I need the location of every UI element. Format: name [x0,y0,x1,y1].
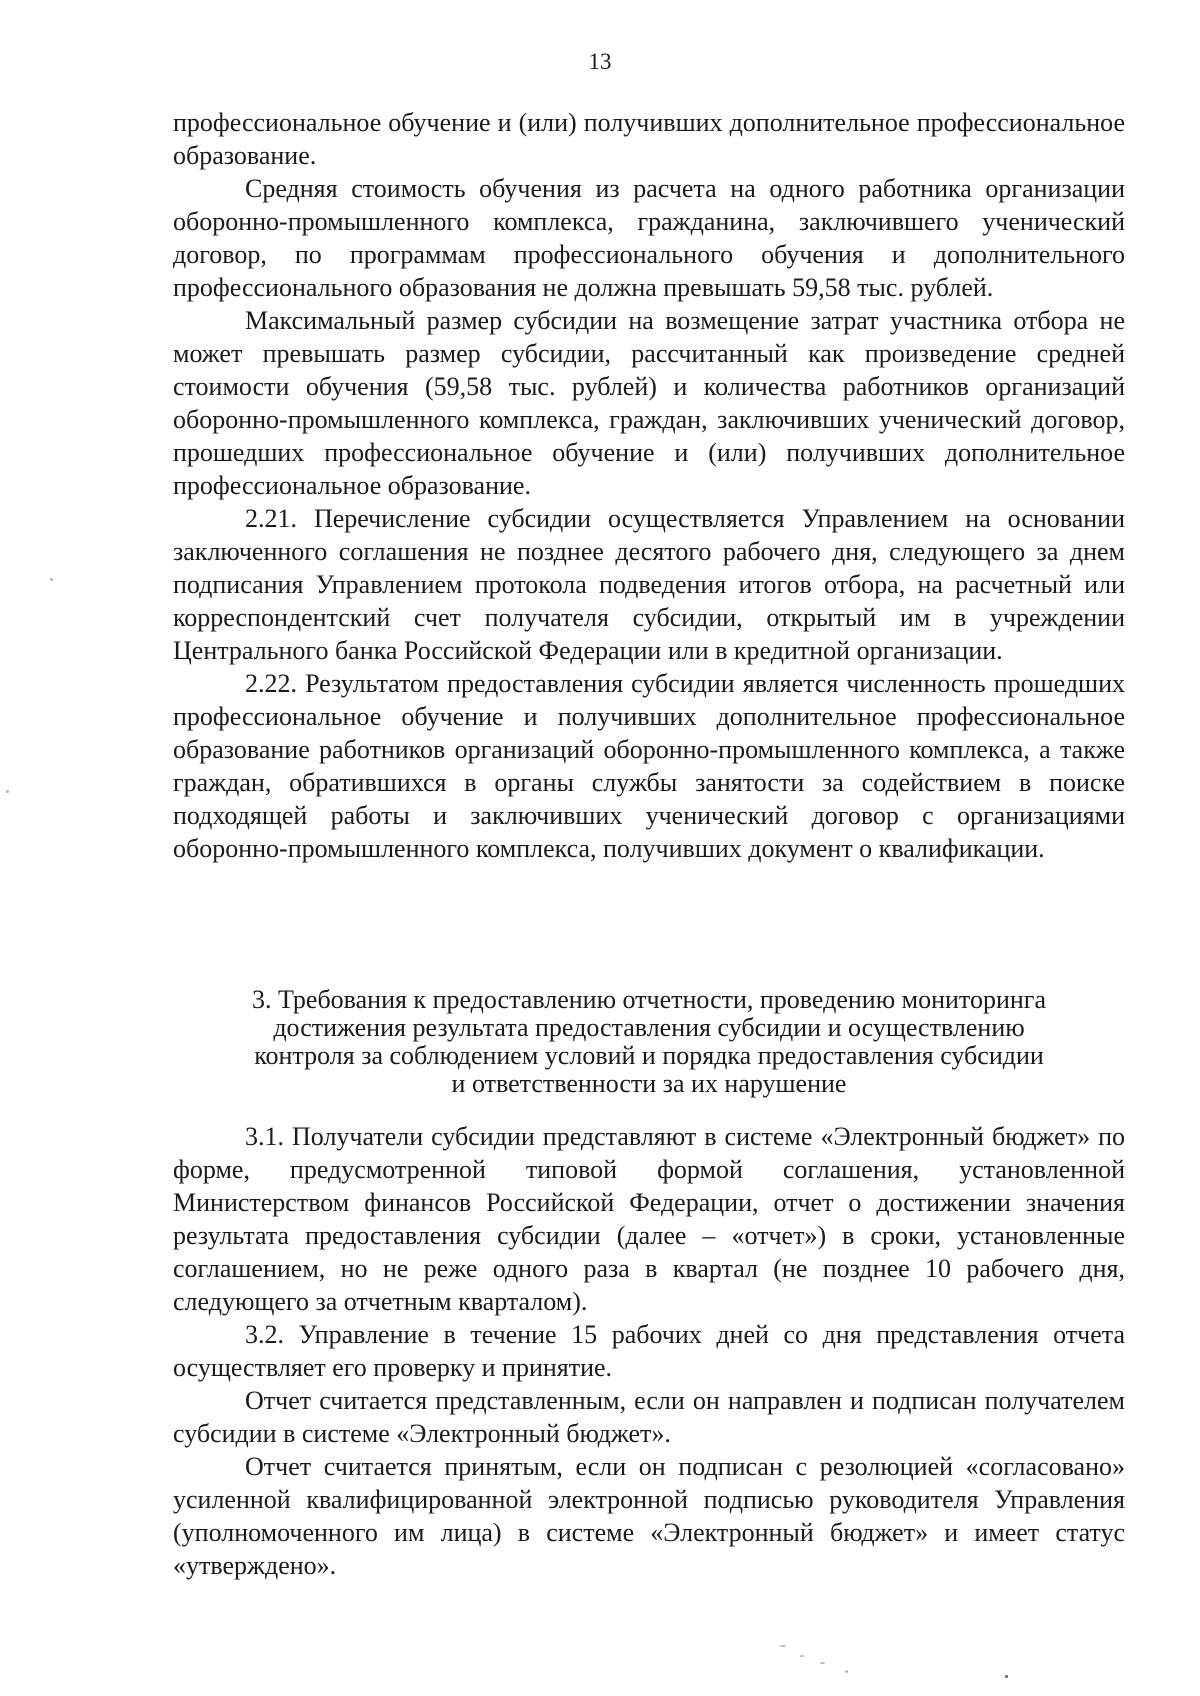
paragraph-max-subsidy: Максимальный размер субсидии на возмещение затрат участника отбора не может превышать размер субсидии, рассчитанный как произведение средней стоимости обучения (59,58 тыс. рублей) и количества работников организаций оборонно-промышленного комплекса, граждан, заключивших ученический договор, прошедших профессиональное обучение и (или) получивших дополнительное профессиональное образование. [173,306,1125,500]
scan-speck [6,790,9,793]
heading-line: 3. Требования к предоставлению отчетности, проведению мониторинга [252,985,1046,1014]
scan-speck [50,578,53,581]
section-3-heading [173,986,1125,1098]
heading-line: и ответственности за их нарушение [451,1069,847,1098]
scan-speck [800,1655,804,1657]
paragraph-average-cost: Средняя стоимость обучения из расчета на одного работника организации оборонно-промышленного комплекса, гражданина, заключившего ученический договор, по программам профессионального обучения и дополнительного профессионального образования не должна превышать 59,58 тыс. рублей. [173,174,1125,302]
paragraph-continuation: профессиональное обучение и (или) получивших дополнительное профессиональное образование. [173,108,1125,170]
text-block-before-section [173,106,1125,865]
heading-line: контроля за соблюдением условий и порядка предоставления субсидии [254,1041,1044,1070]
paragraph-2-21: 2.21. Перечисление субсидии осуществляется Управлением на основании заключенного соглашения не позднее десятого рабочего дня, следующего за днем подписания Управлением протокола подведения итогов отбора, на расчетный или корреспондентский счет получателя субсидии, открытый им в учреждении Центрального банка Российской Федерации или в кредитной организации. [173,504,1125,665]
page-number: 13 [588,49,612,74]
paragraph-3-1: 3.1. Получатели субсидии представляют в системе «Электронный бюджет» по форме, предусмотренной типовой формой соглашения, установленной Министерством финансов Российской Федерации, отчет о достижении значения результата предоставления субсидии (далее – «отчет») в сроки, установленные соглашением, но не реже одного раза в квартал (не позднее 10 рабочего дня, следующего за отчетным кварталом). [173,1122,1125,1316]
paragraph-3-2: 3.2. Управление в течение 15 рабочих дней со дня представления отчета осуществляет его проверку и принятие. [173,1320,1125,1382]
paragraph-report-submitted: Отчет считается представленным, если он направлен и подписан получателем субсидии в системе «Электронный бюджет». [173,1386,1125,1448]
paragraph-report-accepted: Отчет считается принятым, если он подписан с резолюцией «согласовано» усиленной квалифицированной электронной подписью руководителя Управления (уполномоченного им лица) в системе «Электронный бюджет» и имеет статус «утверждено». [173,1452,1125,1580]
heading-line: достижения результата предоставления субсидии и осуществлению [273,1013,1025,1042]
text-block-after-section [173,1120,1125,1582]
scan-speck [820,1662,825,1664]
paragraph-2-22: 2.22. Результатом предоставления субсидии является численность прошедших профессиональное обучение и получивших дополнительное профессиональное образование работников организаций оборонно-промышленного комплекса, а также граждан, обратившихся в органы службы занятости за содействием в поиске подходящей работы и заключивших ученический договор с организациями оборонно-промышленного комплекса, получивших документ о квалификации. [173,669,1125,863]
scan-speck [1005,1675,1008,1678]
scan-speck [845,1670,848,1673]
scan-speck [780,1645,786,1647]
